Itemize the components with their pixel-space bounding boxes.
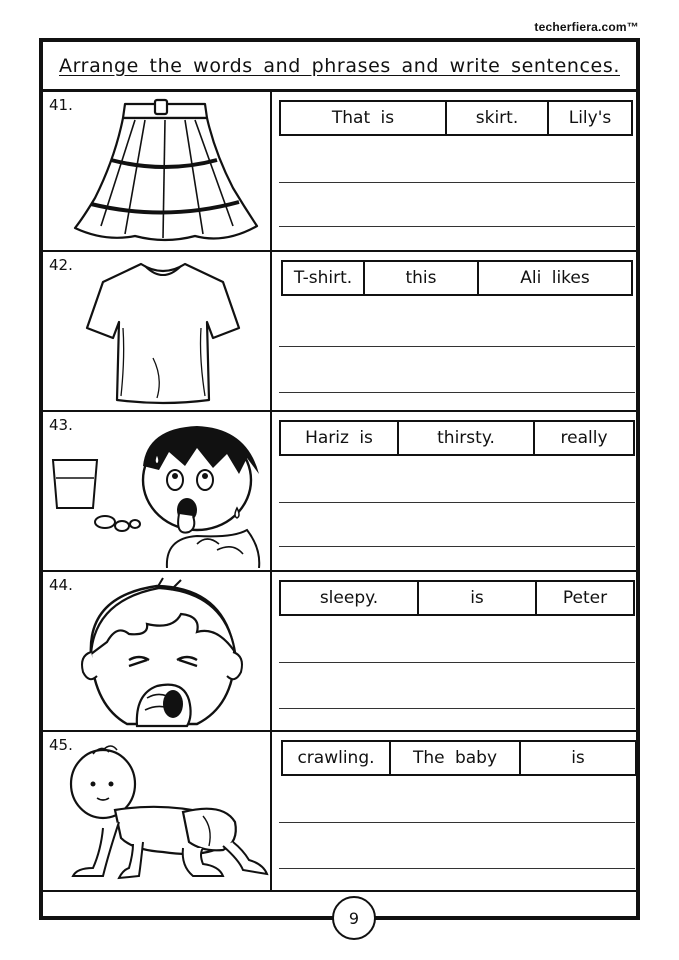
writing-line[interactable] <box>279 662 635 663</box>
exercise-row-42 <box>43 252 636 412</box>
writing-line[interactable] <box>279 822 635 823</box>
writing-line[interactable] <box>279 226 635 227</box>
word-box: really <box>560 428 608 448</box>
item-number: 41. <box>49 96 73 114</box>
writing-line[interactable] <box>279 182 635 183</box>
crawling-baby-illustration <box>63 742 269 890</box>
sleepy-boy-illustration <box>77 576 247 728</box>
t-shirt-illustration <box>83 258 243 406</box>
thirsty-boy-illustration <box>47 418 269 568</box>
writing-line[interactable] <box>279 502 635 503</box>
writing-line[interactable] <box>279 708 635 709</box>
word-boxes <box>281 740 637 776</box>
word-box: Peter <box>562 588 608 608</box>
writing-line[interactable] <box>279 346 635 347</box>
writing-line[interactable] <box>279 868 635 869</box>
picture-cell <box>43 252 272 410</box>
item-number: 44. <box>49 576 73 594</box>
word-boxes <box>281 260 633 296</box>
worksheet-instruction: Arrange the words and phrases and write sentences. <box>43 42 636 92</box>
item-number: 42. <box>49 256 73 274</box>
page-number: 9 <box>332 896 376 940</box>
word-boxes <box>279 420 635 456</box>
item-number: 43. <box>49 416 73 434</box>
picture-cell <box>43 732 272 890</box>
word-boxes <box>279 580 635 616</box>
writing-line[interactable] <box>279 546 635 547</box>
word-box: is <box>419 582 537 614</box>
word-box: this <box>365 262 479 294</box>
word-box: Lily's <box>568 108 612 128</box>
word-box: skirt. <box>447 102 549 134</box>
writing-line[interactable] <box>279 392 635 393</box>
exercise-row-44 <box>43 572 636 732</box>
picture-cell <box>43 92 272 250</box>
word-box: thirsty. <box>399 422 535 454</box>
word-box: is <box>571 748 585 768</box>
word-box: That is <box>281 102 447 134</box>
word-box: Ali likes <box>520 268 590 288</box>
item-number: 45. <box>49 736 73 754</box>
word-box: crawling. <box>283 742 391 774</box>
word-box: The baby <box>391 742 521 774</box>
worksheet <box>39 38 640 928</box>
picture-cell <box>43 412 272 570</box>
word-box: T-shirt. <box>283 262 365 294</box>
picture-cell <box>43 572 272 730</box>
word-box: Hariz is <box>281 422 399 454</box>
exercise-row-41 <box>43 92 636 252</box>
exercise-row-45 <box>43 732 636 892</box>
brand-logo-text: techerfiera.com™ <box>534 20 639 34</box>
skirt-illustration <box>65 98 265 246</box>
exercise-row-43 <box>43 412 636 572</box>
word-boxes <box>279 100 633 136</box>
word-box: sleepy. <box>281 582 419 614</box>
